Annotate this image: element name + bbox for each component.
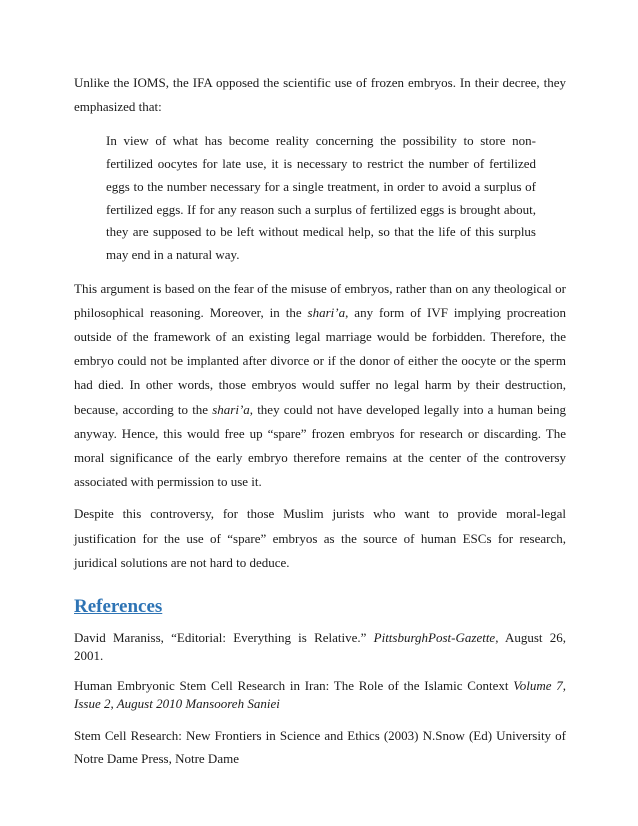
reference-item: Stem Cell Research: New Frontiers in Science and Ethics (2003) N.Snow (Ed) University of Notre Dame Press, Notre Dame bbox=[74, 728, 566, 767]
reference-item bbox=[74, 629, 566, 665]
reference-1-date: , August 26, 2001. bbox=[74, 630, 566, 664]
paragraph-conclusion: Despite this controversy, for those Muslim jurists who want to provide moral-legal justification for the use of “spare” embryos as the source of human ESCs for research, juridical solutions are not hard to deduce. bbox=[74, 506, 566, 570]
references-heading: References bbox=[74, 596, 163, 618]
document-page bbox=[74, 71, 566, 770]
reference-1-text: David Maraniss, “Editorial: Everything is Relative.” bbox=[74, 630, 374, 646]
paragraph-argument bbox=[74, 277, 566, 495]
paragraph-argument-text-3: , they could not have developed legally into a human being anyway. Hence, this would free up “spare” frozen embryos for research or discarding. The moral significance of the early embryo therefore remains at the center of the controversy associated with permission to use it. bbox=[74, 401, 566, 490]
paragraph-argument-text-2: , any form of IVF implying procreation outside of the framework of an existing legal marriage would be forbidden. Therefore, the embryo could not be implanted after divorce or if the donor of either the oocyte or the sperm had died. In other words, those embryos would suffer no legal harm by their destruction, because, according to the bbox=[74, 304, 566, 417]
term-sharia-1: shari’a bbox=[307, 304, 346, 320]
paragraph-intro: Unlike the IOMS, the IFA opposed the scientific use of frozen embryos. In their decree, they emphasized that: bbox=[74, 75, 566, 115]
reference-item bbox=[74, 677, 566, 712]
reference-1-source: PittsburghPost-Gazette bbox=[373, 630, 496, 646]
reference-2-text: Human Embryonic Stem Cell Research in Iran: The Role of the Islamic Context bbox=[74, 678, 514, 694]
paragraph-argument-text-1: This argument is based on the fear of the misuse of embryos, rather than on any theological or philosophical reasoning. Moreover, in the bbox=[74, 280, 566, 320]
term-sharia-2: shari’a bbox=[212, 401, 250, 417]
reference-2-source: Volume 7, Issue 2, August 2010 Mansooreh Saniei bbox=[74, 678, 566, 711]
block-quote: In view of what has become reality concerning the possibility to store non-fertilized oocytes for late use, it is necessary to restrict the number of fertilized eggs to the number necessary for a single treatment, in order to avoid a surplus of fertilized eggs. If for any reason such a surplus of fertilized eggs is brought about, they are supposed to be left without medical help, so that the life of this surplus may end in a natural way. bbox=[106, 133, 536, 262]
